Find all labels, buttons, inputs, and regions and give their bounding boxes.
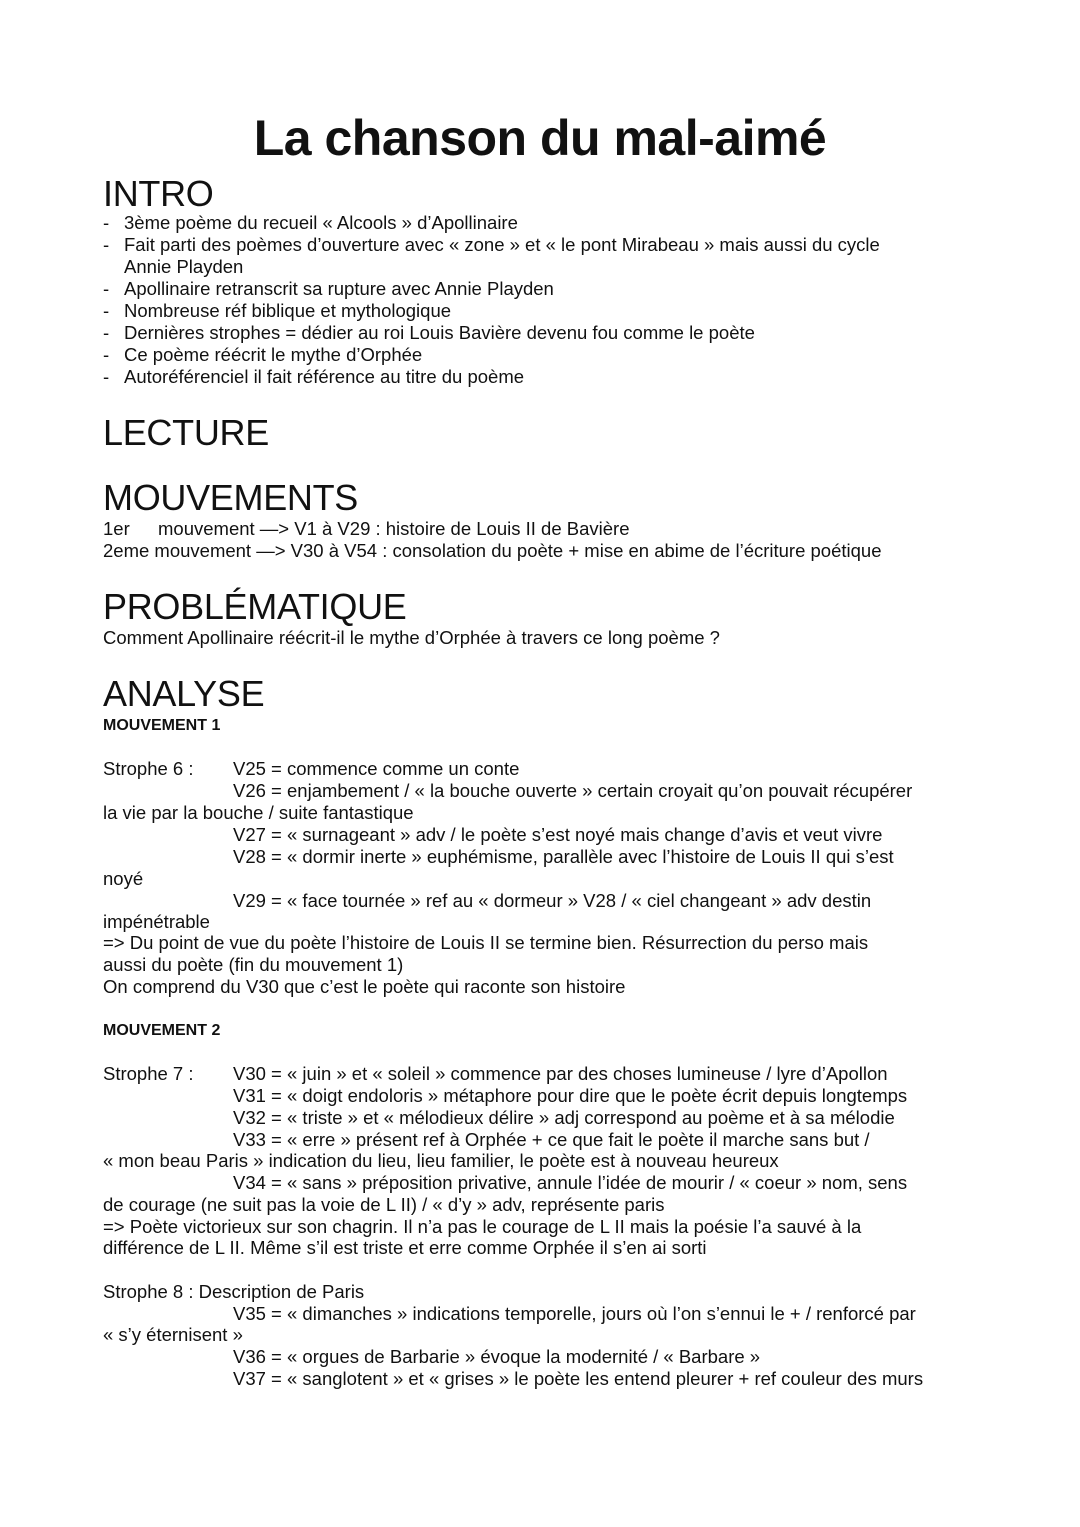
- analysis-line: V26 = enjambement / « la bouche ouverte » certain croyait qu’on pouvait récupérer: [233, 780, 913, 801]
- analysis-line: V34 = « sans » préposition privative, annule l’idée de mourir / « coeur » nom, sens: [233, 1172, 908, 1193]
- analysis-line: V28 = « dormir inerte » euphémisme, parallèle avec l’histoire de Louis II qui s’est: [233, 846, 894, 867]
- analysis-line: aussi du poète (fin du mouvement 1): [103, 954, 404, 975]
- analysis-line: V29 = « face tournée » ref au « dormeur » V28 / « ciel changeant » adv destin: [233, 890, 872, 911]
- analysis-line: « mon beau Paris » indication du lieu, lieu familier, le poète est à nouveau heureux: [103, 1150, 779, 1171]
- mouvement-1-text: mouvement —> V1 à V29 : histoire de Louis II de Bavière: [158, 518, 630, 539]
- bullet-dash: -: [103, 300, 110, 321]
- intro-bullet-continuation: Annie Playden: [124, 256, 244, 277]
- analysis-line: => Poète victorieux sur son chagrin. Il n’a pas le courage de L II mais la poésie l’a sauvé à la: [103, 1216, 862, 1237]
- intro-bullet: Ce poème réécrit le mythe d’Orphée: [124, 344, 423, 365]
- strophe-8-label: Strophe 8 : Description de Paris: [103, 1281, 365, 1302]
- mouvement-2-heading: MOUVEMENT 2: [103, 1022, 221, 1039]
- intro-bullet: 3ème poème du recueil « Alcools » d’Apollinaire: [124, 212, 518, 233]
- analysis-line: V36 = « orgues de Barbarie » évoque la modernité / « Barbare »: [233, 1346, 761, 1367]
- bullet-dash: -: [103, 322, 110, 343]
- analysis-line: de courage (ne suit pas la voie de L II) / « d’y » adv, représente paris: [103, 1194, 665, 1215]
- problematique-text: Comment Apollinaire réécrit-il le mythe d’Orphée à travers ce long poème ?: [103, 627, 720, 648]
- analysis-line: => Du point de vue du poète l’histoire de Louis II se termine bien. Résurrection du perso mais: [103, 932, 869, 953]
- document-title: La chanson du mal-aimé: [253, 110, 827, 166]
- analysis-line: impénétrable: [103, 911, 210, 932]
- bullet-dash: -: [103, 278, 110, 299]
- intro-bullet: Apollinaire retranscrit sa rupture avec Annie Playden: [124, 278, 554, 299]
- analysis-line: différence de L II. Même s’il est triste et erre comme Orphée il s’en ai sorti: [103, 1237, 707, 1258]
- analysis-line: V31 = « doigt endoloris » métaphore pour dire que le poète écrit depuis longtemps: [233, 1085, 908, 1106]
- mouvements-heading: MOUVEMENTS: [103, 477, 359, 518]
- analysis-line: V27 = « surnageant » adv / le poète s’est noyé mais change d’avis et veut vivre: [233, 824, 883, 845]
- strophe-6-label: Strophe 6 :: [103, 758, 194, 779]
- analysis-line: « s’y éternisent »: [103, 1324, 243, 1345]
- analysis-line: V30 = « juin » et « soleil » commence par des choses lumineuse / lyre d’Apollon: [233, 1063, 888, 1084]
- intro-heading: INTRO: [103, 173, 214, 214]
- analysis-line: On comprend du V30 que c’est le poète qui raconte son histoire: [103, 976, 626, 997]
- analysis-line: la vie par la bouche / suite fantastique: [103, 802, 414, 823]
- analysis-line: V25 = commence comme un conte: [233, 758, 520, 779]
- bullet-dash: -: [103, 234, 110, 255]
- analyse-heading: ANALYSE: [103, 673, 265, 714]
- intro-bullet: Fait parti des poèmes d’ouverture avec « zone » et « le pont Mirabeau » mais aussi du cycle: [124, 234, 880, 255]
- analysis-line: V37 = « sanglotent » et « grises » le poète les entend pleurer + ref couleur des murs: [233, 1368, 924, 1389]
- intro-bullet: Dernières strophes = dédier au roi Louis Bavière devenu fou comme le poète: [124, 322, 755, 343]
- mouvement-2-text: 2eme mouvement —> V30 à V54 : consolation du poète + mise en abime de l’écriture poétique: [103, 540, 882, 561]
- analysis-line: V35 = « dimanches » indications temporelle, jours où l’on s’ennui le + / renforcé par: [233, 1303, 916, 1324]
- analysis-line: V33 = « erre » présent ref à Orphée + ce que fait le poète il marche sans but /: [233, 1129, 870, 1150]
- intro-bullet: Nombreuse réf biblique et mythologique: [124, 300, 452, 321]
- intro-bullet: Autoréférenciel il fait référence au titre du poème: [124, 366, 525, 387]
- bullet-dash: -: [103, 212, 110, 233]
- analysis-line: V32 = « triste » et « mélodieux délire » adj correspond au poème et à sa mélodie: [233, 1107, 895, 1128]
- bullet-dash: -: [103, 366, 110, 387]
- mouvement-1-heading: MOUVEMENT 1: [103, 717, 221, 734]
- mouvement-1-label: 1er: [103, 518, 130, 539]
- bullet-dash: -: [103, 344, 110, 365]
- analysis-line: noyé: [103, 868, 144, 889]
- lecture-heading: LECTURE: [103, 412, 269, 453]
- strophe-7-label: Strophe 7 :: [103, 1063, 194, 1084]
- problematique-heading: PROBLÉMATIQUE: [103, 586, 407, 627]
